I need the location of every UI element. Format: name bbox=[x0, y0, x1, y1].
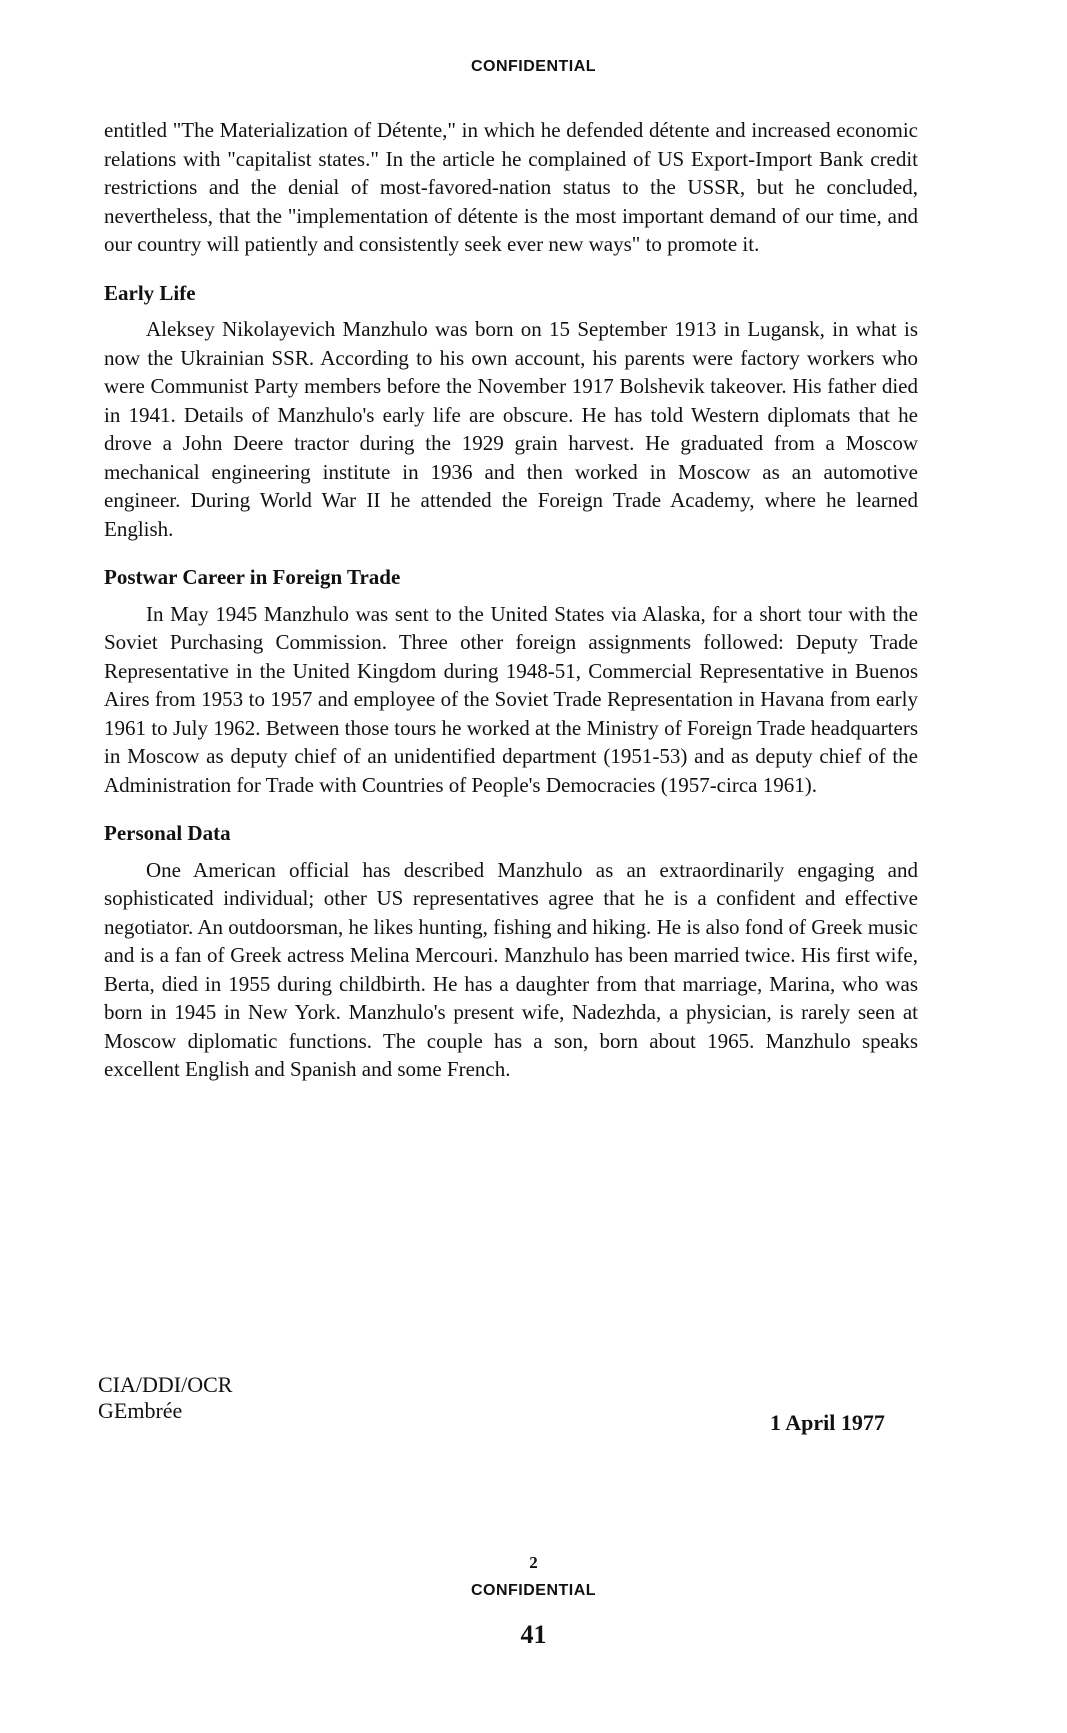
attribution-block bbox=[98, 1372, 232, 1424]
heading-postwar-career: Postwar Career in Foreign Trade bbox=[104, 565, 401, 589]
classification-header: CONFIDENTIAL bbox=[470, 58, 597, 75]
intro-paragraph: entitled "The Materialization of Détente," in which he defended détente and increased economic relations with "capitalist states." In the article he complained of US Export-Import Bank credit restrictions and the denial of most-favored-nation status to the USSR, but he concluded, nevertheless, that the "implementation of détente is the most important demand of our time, and our country will patiently and consistently seek ever new ways" to promote it. bbox=[104, 118, 918, 256]
document-body bbox=[104, 116, 918, 1084]
heading-early-life: Early Life bbox=[104, 280, 196, 305]
heading-personal-data: Personal Data bbox=[104, 821, 231, 845]
author-name: GEmbrée bbox=[98, 1398, 183, 1423]
paragraph-early-life: Aleksey Nikolayevich Manzhulo was born on 15 September 1913 in Lugansk, in what is now the Ukrainian SSR. According to his own account, his parents were factory workers who were Communist Party members before the November 1917 Bolshevik takeover. His father died in 1941. Details of Manzhulo's early life are obscure. He has told Western diplomats that he drove a John Deere tractor during the 1929 grain harvest. He graduated from a Moscow mechanical engineering institute in 1936 and then worked in Moscow as an automotive engineer. During World War II he attended the Foreign Trade Academy, where he learned English. bbox=[104, 317, 918, 541]
paragraph-personal-data: One American official has described Manzhulo as an extraordinarily engaging and sophisticated individual; other US representatives agree that he is a confident and effective negotiator. An outdoorsman, he likes hunting, fishing and hiking. He is also fond of Greek music and is a fan of Greek actress Melina Mercouri. Manzhulo has been married twice. His first wife, Berta, died in 1955 during childbirth. He has a daughter from that marriage, Marina, who was born in 1945 in New York. Manzhulo's present wife, Nadezhda, a physician, is rarely seen at Moscow diplomatic functions. The couple has a son, born about 1965. Manzhulo speaks excellent English and Spanish and some French. bbox=[104, 857, 918, 1081]
classification-footer: CONFIDENTIAL bbox=[470, 1582, 597, 1599]
paragraph-postwar-career: In May 1945 Manzhulo was sent to the United States via Alaska, for a short tour with the Soviet Purchasing Commission. Three other foreign assignments followed: Deputy Trade Representative in the United Kingdom during 1948-51, Commercial Representative in Buenos Aires from 1953 to 1957 and employee of the Soviet Trade Representation in Havana from early 1961 to July 1962. Between those tours he worked at the Ministry of Foreign Trade headquarters in Moscow as deputy chief of an unidentified department (1951-53) and as deputy chief of the Administration for Trade with Countries of People's Democracies (1957-circa 1961). bbox=[104, 601, 918, 797]
document-date: 1 April 1977 bbox=[770, 1410, 885, 1435]
page-number: 2 bbox=[529, 1553, 538, 1572]
archive-page-number: 41 bbox=[520, 1620, 547, 1649]
office-code: CIA/DDI/OCR bbox=[98, 1372, 233, 1397]
